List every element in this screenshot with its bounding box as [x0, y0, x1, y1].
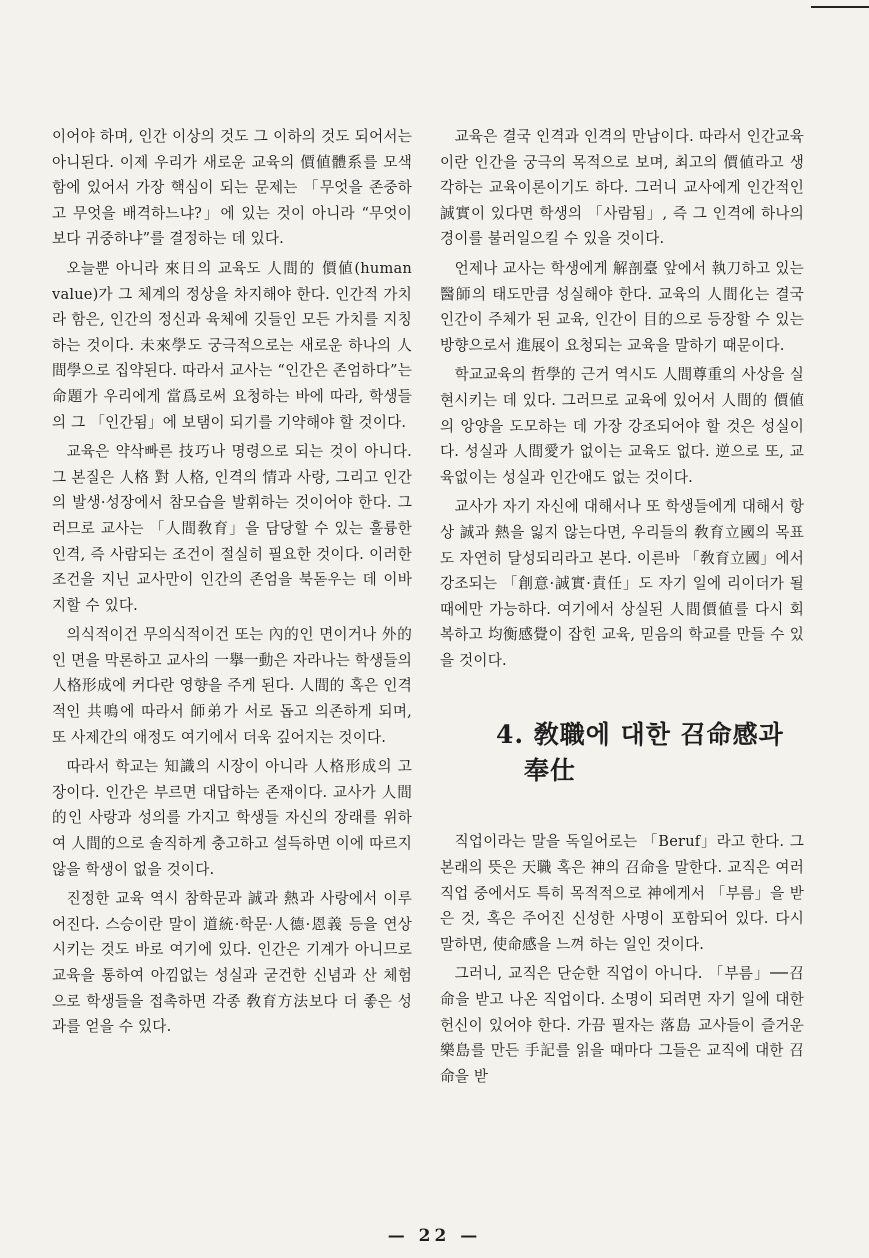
paragraph: 직업이라는 말을 독일어로는 「Beruf」라고 한다. 그 본래의 뜻은 天職 혹은 神의 召命을 말한다. 교직은 여러 직업 중에서도 특히 목적적으로 神에게서 「부름」을 받은 것, 혹은 주어진 신성한 사명이 포함되어 있다. 다시 말하면, 使命感을 느껴 하는 일인 것이다.	[440, 833, 804, 953]
paragraph: 오늘뿐 아니라 來日의 교육도 人間的 價値(human value)가 그 체계의 정상을 차지해야 한다. 인간적 가치라 함은, 인간의 정신과 육체에 깃들인 모든 가치를 지칭하는 것이다. 未來學도 궁극적으로는 새로운 하나의 人間學으로 집약된다. 따라서 교사는 “인간은 존엄하다”는 命題가 우리에게 當爲로써 요청하는 바에 따라, 학생들의 그 「인간됨」에 보탬이 되기를 기약해야 할 것이다.	[52, 259, 412, 431]
page-number: — 22 —	[387, 1226, 482, 1246]
paragraph: 교육은 결국 인격과 인격의 만남이다. 따라서 인간교육이란 인간을 궁극의 목적으로 보며, 최고의 價値라고 생각하는 교육이론이기도 하다. 그러니 교사에게 인간적인 誠實이 있다면 학생의 「사람됨」, 즉 그 인격에 하나의 경이를 불러일으킬 수 있을 것이다.	[440, 128, 804, 248]
paragraph: 교육은 약삭빠른 技巧나 명령으로 되는 것이 아니다. 그 본질은 人格 對 人格, 인격의 情과 사랑, 그리고 인간의 발생·성장에서 참모습을 발휘하는 것이어야 한다. 그러므로 교사는 「人間敎育」을 담당할 수 있는 훌륭한 인격, 즉 사람되는 조건이 절실히 필요한 것이다. 이러한 조건을 지닌 교사만이 인간의 존엄을 북돋우는 데 이바지할 수 있다.	[52, 443, 412, 614]
paragraph: 의식적이건 무의식적이건 또는 內的인 면이거나 外的인 면을 막론하고 교사의 一擧一動은 자라나는 학생들의 人格形成에 커다란 영향을 주게 된다. 人間的 혹은 인격적인 共鳴에 따라서 師弟가 서로 돕고 의존하게 되며, 또 사제간의 애정도 여기에서 더욱 깊어지는 것이다.	[52, 626, 412, 746]
left-column	[52, 124, 412, 1044]
paragraph: 이어야 하며, 인간 이상의 것도 그 이하의 것도 되어서는 아니된다. 이제 우리가 새로운 교육의 價値體系를 모색함에 있어서 가장 핵심이 되는 문제는 「무엇을 존중하고 무엇을 배격하느냐?」에 있는 것이 아니라 “무엇이 보다 귀중하냐”를 결정하는 데 있다.	[52, 128, 412, 248]
paragraph: 그러니, 교직은 단순한 직업이 아니다. 「부름」──召命을 받고 나온 직업이다. 소명이 되려면 자기 일에 대한 헌신이 있어야 한다. 가끔 필자는 落島 교사들이 즐거운 樂島를 만든 手記를 읽을 때마다 그들은 교직에 대한 召命을 받	[440, 965, 804, 1085]
paragraph: 교사가 자기 자신에 대해서나 또 학생들에게 대해서 항상 誠과 熱을 잃지 않는다면, 우리들의 敎育立國의 목표도 자연히 달성되리라고 본다. 이른바 「敎育立國」에서 강조되는 「創意·誠實·責任」도 자기 일에 리이더가 될 때에만 가능하다. 여기에서 상실된 人間價値를 다시 회복하고 均衡感覺이 잡힌 교육, 믿음의 학교를 만들 수 있을 것이다.	[440, 498, 804, 669]
page-corner-rule	[811, 0, 869, 8]
paragraph: 언제나 교사는 학생에게 解剖臺 앞에서 執刀하고 있는 醫師의 태도만큼 성실해야 한다. 교육의 人間化는 결국 인간이 주체가 된 교육, 인간이 目的으로 등장할 수 있는 방향으로서 進展이 요청되는 교육을 말하기 때문이다.	[440, 259, 804, 354]
section-heading-line: 奉仕	[524, 756, 577, 786]
section-heading	[496, 717, 804, 789]
right-column	[440, 124, 804, 1093]
section-heading-line: 4. 敎職에 대한 召命感과	[496, 720, 784, 750]
paragraph: 학교교육의 哲學的 근거 역시도 人間尊重의 사상을 실현시키는 데 있다. 그러므로 교육에 있어서 人間的 價値의 앙양을 도모하는 데 가장 강조되어야 할 것은 성실이다. 성실과 人間愛가 없이는 교육도 없다. 逆으로 또, 교육없이는 성실과 인간애도 없는 것이다.	[440, 366, 804, 486]
paragraph: 진정한 교육 역시 참학문과 誠과 熱과 사랑에서 이루어진다. 스승이란 말이 道統·학문·人德·恩義 등을 연상시키는 것도 바로 여기에 있다. 인간은 기계가 아니므로 교육을 통하여 아낌없는 성실과 굳건한 신념과 산 체험으로 학생들을 접촉하면 각종 敎育方法보다 더 좋은 성과를 얻을 수 있다.	[52, 890, 412, 1036]
paragraph: 따라서 학교는 知識의 시장이 아니라 人格形成의 고장이다. 인간은 부르면 대답하는 존재이다. 교사가 人間的인 사랑과 성의를 가지고 학생들 자신의 장래를 위하여 人間的으로 솔직하게 충고하고 설득하면 이에 따르지 않을 학생이 없을 것이다.	[52, 758, 412, 878]
